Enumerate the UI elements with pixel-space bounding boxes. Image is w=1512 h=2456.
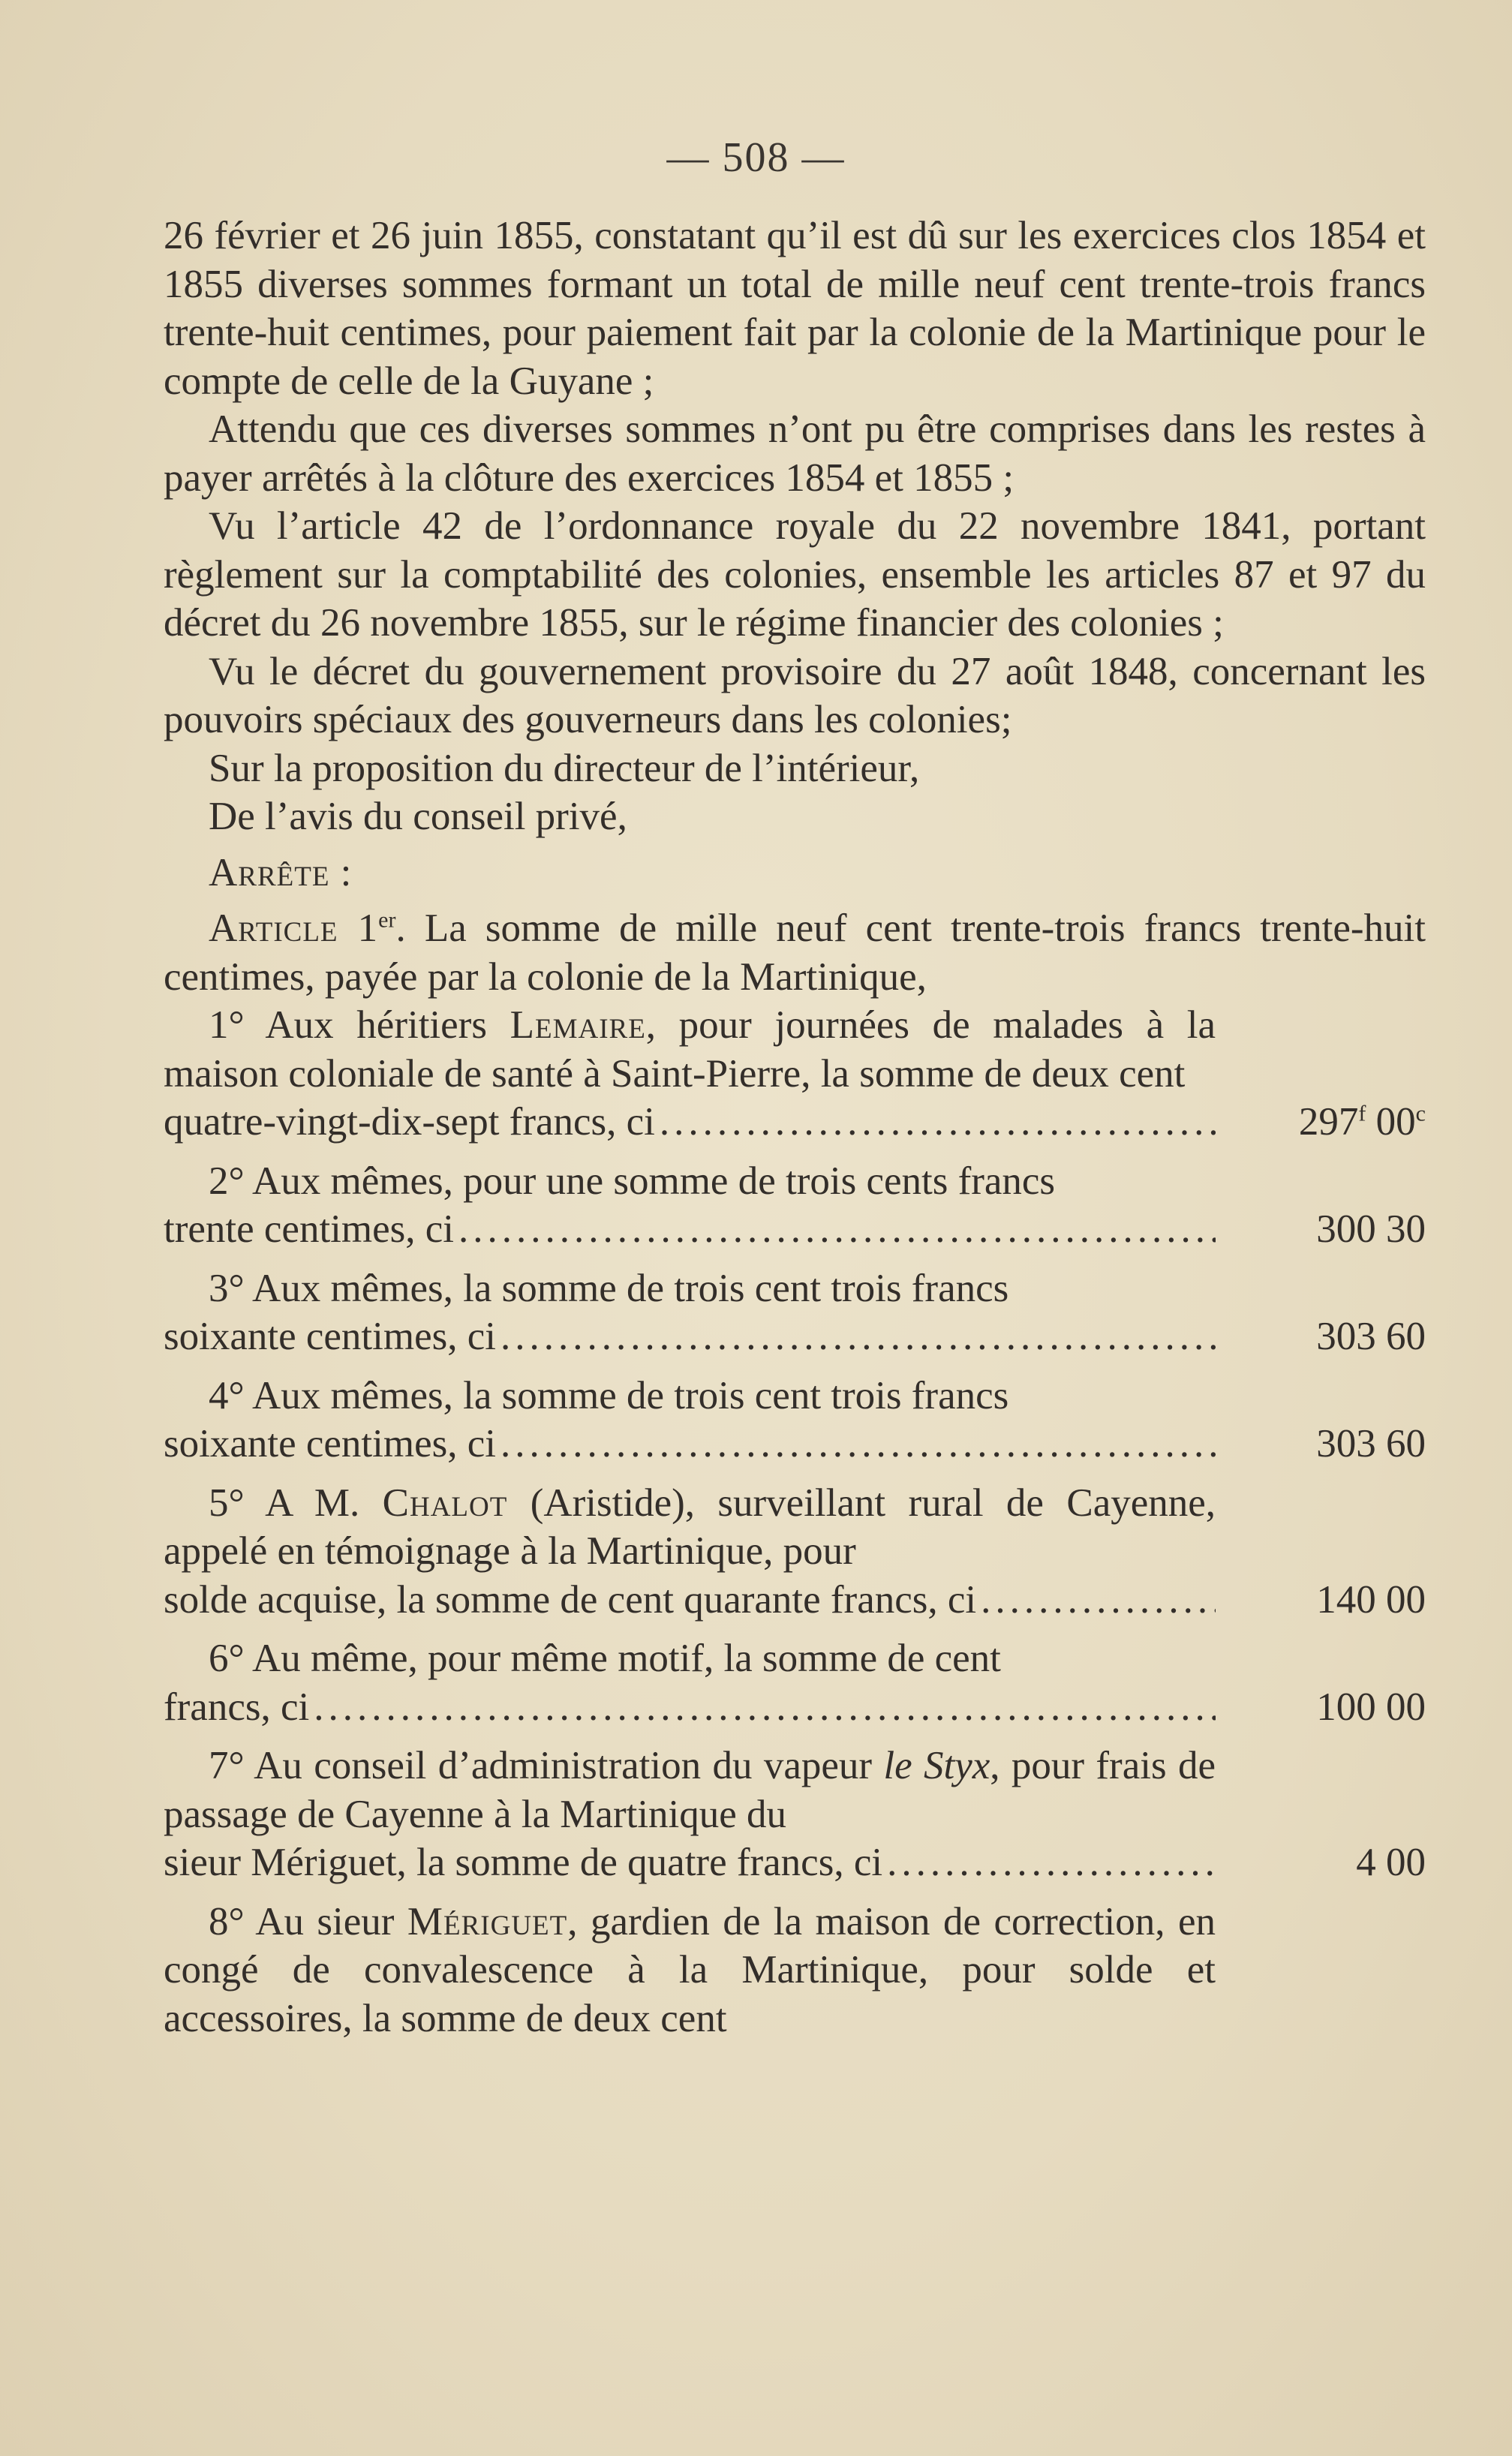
amount: 303 60 bbox=[1316, 1422, 1426, 1465]
vessel-name: le Styx bbox=[883, 1744, 990, 1787]
payee-name: Chalot bbox=[382, 1481, 508, 1525]
arrete-heading: Arrête : bbox=[209, 850, 353, 894]
payee-name: Mériguet bbox=[407, 1899, 568, 1943]
payment-item-3: 3° Aux mêmes, la somme de trois cent trois francs soixante centimes, ci ..... 303 60 bbox=[164, 1264, 1426, 1361]
amount: 4 00 bbox=[1356, 1841, 1426, 1884]
amount: 297$^f$ 00$^c$ bbox=[1298, 1100, 1426, 1144]
article-text: La somme de mille neuf cent trente-trois francs trente-huit centimes, payée par la colonie de la Martinique, bbox=[164, 906, 1426, 999]
article-label: Article 1 bbox=[209, 906, 379, 950]
paragraph-6: De l’avis du conseil privé, bbox=[209, 795, 627, 838]
amount: 303 60 bbox=[1316, 1315, 1426, 1358]
payment-item-5: 5° A M. Chalot (Aristide), surveillant rural de Cayenne, appelé en témoignage à la Martinique, pour solde acquise, la somme de cent quarante francs, ci ..... 140 00 bbox=[164, 1479, 1426, 1625]
payment-item-8: 8° Au sieur Mériguet, gardien de la maison de correction, en congé de convalescence à la Martinique, pour solde et accessoires, la somme de deux cent bbox=[164, 1899, 1216, 2040]
payment-item-6: 6° Au même, pour même motif, la somme de cent francs, ci ..... 100 00 bbox=[164, 1634, 1426, 1731]
paragraph-1: 26 février et 26 juin 1855, constatant qu’il est dû sur les exercices clos 1854 et 1855 diverses sommes formant un total de mille neuf cent trente-trois francs trente-huit centimes, pour paiement fait par la colonie de la Martinique pour le compte de celle de la Guyane ; bbox=[164, 214, 1426, 403]
amount: 300 30 bbox=[1316, 1207, 1426, 1251]
payment-item-7: 7° Au conseil d’administration du vapeur le Styx, pour frais de passage de Cayenne à la Martinique du sieur Mériguet, la somme de quatre francs, ci ..... 4 00 bbox=[164, 1742, 1426, 1887]
payment-item-2: 2° Aux mêmes, pour une somme de trois cents francs trente centimes, ci ..... 300 30 bbox=[164, 1157, 1426, 1254]
payee-name: Lemaire bbox=[510, 1003, 646, 1047]
page-number: — 508 — bbox=[666, 134, 846, 181]
article-1: Article 1er. La somme de mille neuf cent trente-trois francs trente-huit centimes, payée par la colonie de la Martinique, bbox=[164, 906, 1426, 999]
payment-item-4: 4° Aux mêmes, la somme de trois cent trois francs soixante centimes, ci ..... 303 60 bbox=[164, 1372, 1426, 1468]
amount: 140 00 bbox=[1316, 1577, 1426, 1622]
paragraph-5: Sur la proposition du directeur de l’intérieur, bbox=[209, 746, 920, 790]
paragraph-4: Vu le décret du gouvernement provisoire du 27 août 1848, concernant les pouvoirs spéciaux des gouverneurs dans les colonies; bbox=[164, 649, 1426, 741]
amount: 100 00 bbox=[1316, 1685, 1426, 1729]
paragraph-2: Attendu que ces diverses sommes n’ont pu être comprises dans les restes à payer arrêtés à la clôture des exercices 1854 et 1855 ; bbox=[164, 407, 1426, 500]
payment-item-1: 1° Aux héritiers Lemaire, pour journées de malades à la maison coloniale de santé à Saint-Pierre, la somme de deux cent quatre-vingt-dix-sept francs, ci ..... 297$^f$ 00$^c$ bbox=[164, 1001, 1426, 1147]
body-text bbox=[164, 212, 1426, 2053]
paragraph-3: Vu l’article 42 de l’ordonnance royale du 22 novembre 1841, portant règlement sur la comptabilité des colonies, ensemble les articles 87 et 97 du décret du 26 novembre 1855, sur le régime financier des colonies ; bbox=[164, 504, 1426, 645]
